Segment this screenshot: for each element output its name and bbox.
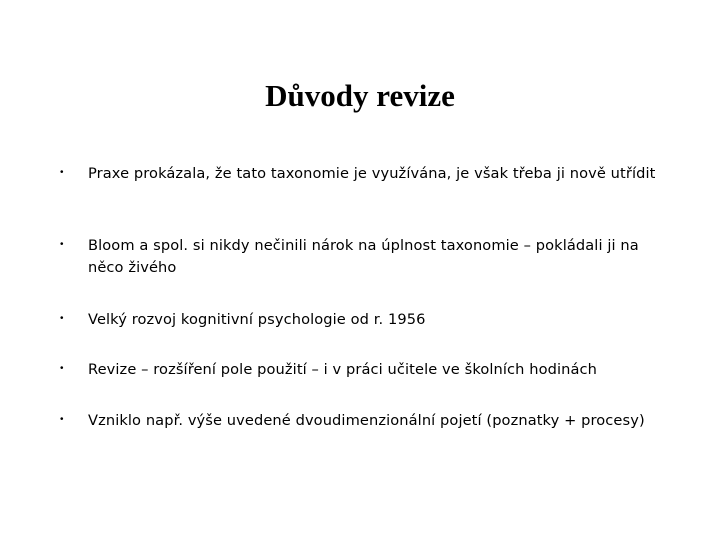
bullet-icon: • [60,313,64,324]
slide-title: Důvody revize [265,78,455,113]
bullet-icon: • [60,239,64,250]
bullet-icon: • [60,414,64,425]
bullet-text: Praxe prokázala, že tato taxonomie je využívána, je však třeba ji nově utřídit [88,165,656,182]
bullet-text: Vzniklo např. výše uvedené dvoudimenzionální pojetí (poznatky + procesy) [88,412,645,429]
bullet-text: Velký rozvoj kognitivní psychologie od r. 1956 [88,311,426,328]
bullet-icon: • [60,363,64,374]
bullet-text: Bloom a spol. si nikdy nečinili nárok na úplnost taxonomie – pokládali ji na něco živého [88,237,639,276]
bullet-text: Revize – rozšíření pole použití – i v práci učitele ve školních hodinách [88,361,598,378]
bullet-icon: • [60,167,64,178]
